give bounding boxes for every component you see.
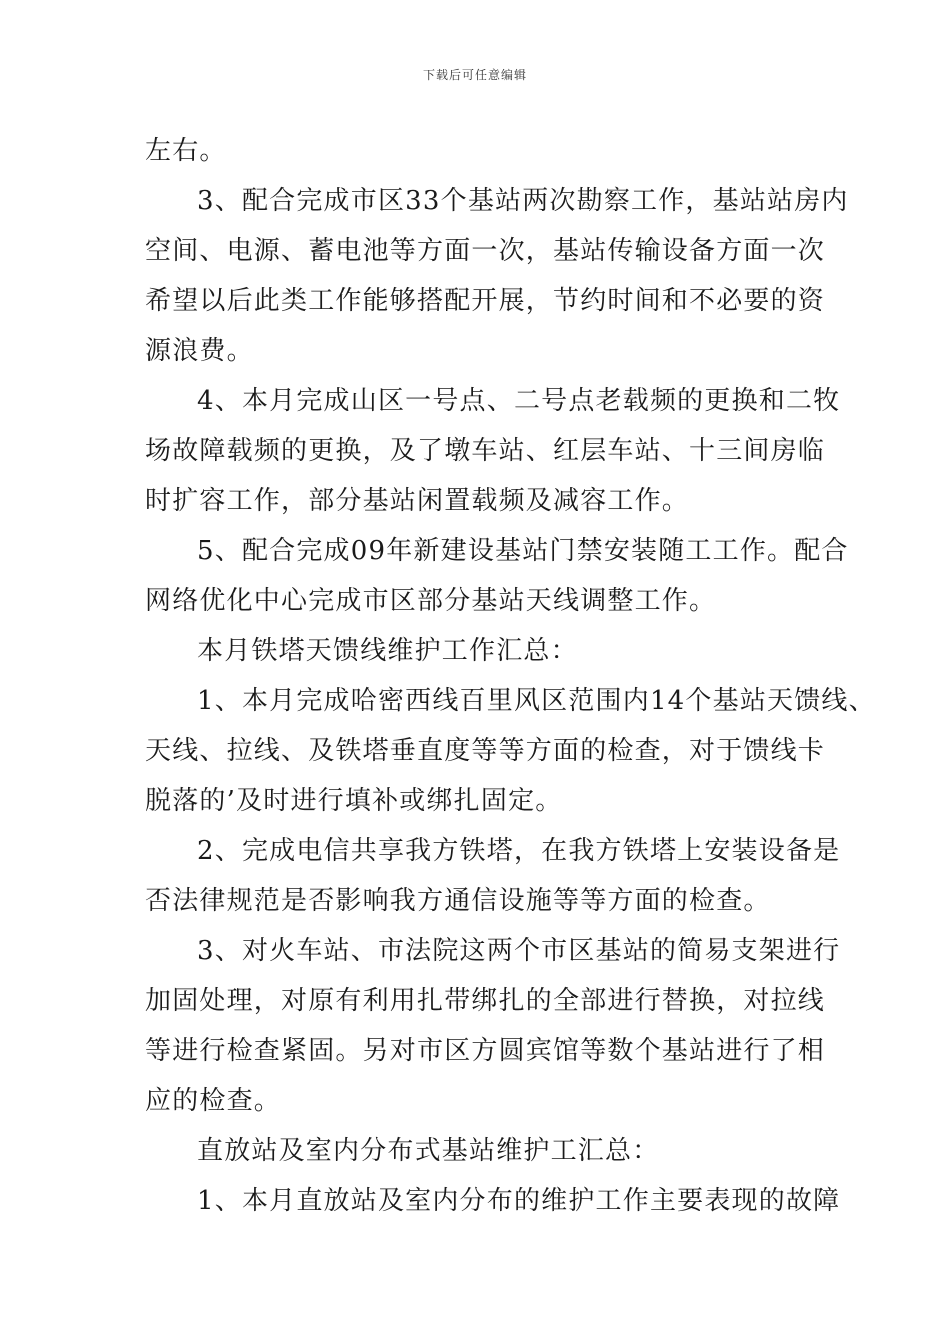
text-line: 2、完成电信共享我方铁塔，在我方铁塔上安装设备是	[197, 836, 841, 866]
text-line: 加固处理，对原有利用扎带绑扎的全部进行替换，对拉线	[145, 986, 826, 1016]
text-line: 等进行检查紧固。另对市区方圆宾馆等数个基站进行了相	[145, 1036, 826, 1066]
section-heading-repeater	[145, 1126, 825, 1176]
text-line: 3、对火车站、市法院这两个市区基站的简易支架进行	[197, 936, 841, 966]
paragraph-6	[145, 826, 841, 926]
text-line: 空间、电源、蓄电池等方面一次，基站传输设备方面一次	[145, 236, 826, 266]
paragraph-2	[145, 376, 841, 526]
text-line: 否法律规范是否影响我方通信设施等等方面的检查。	[145, 886, 771, 916]
text-line: 脱落的’及时进行填补或绑扎固定。	[145, 786, 563, 816]
paragraph-3	[145, 526, 849, 626]
paragraph-5	[145, 676, 876, 826]
text-line: 1、本月直放站及室内分布的维护工作主要表现的故障	[197, 1186, 841, 1216]
text-line: 场故障载频的更换，及了墩车站、红层车站、十三间房临	[145, 436, 826, 466]
paragraph-0	[145, 126, 825, 176]
paragraph-1	[145, 176, 849, 376]
section-heading-tower-feeder	[145, 626, 825, 676]
text-line: 本月铁塔天馈线维护工作汇总：	[197, 636, 578, 666]
text-line: 网络优化中心完成市区部分基站天线调整工作。	[145, 586, 717, 616]
text-line: 1、本月完成哈密西线百里风区范围内14个基站天馈线、	[197, 686, 876, 716]
text-line: 天线、拉线、及铁塔垂直度等等方面的检查，对于馈线卡	[145, 736, 826, 766]
paragraph-9	[145, 1176, 841, 1226]
text-line: 4、本月完成山区一号点、二号点老载频的更换和二牧	[197, 386, 841, 416]
text-line: 3、配合完成市区33个基站两次勘察工作，基站站房内	[197, 186, 849, 216]
text-line: 希望以后此类工作能够搭配开展，节约时间和不必要的资	[145, 286, 826, 316]
text-line: 时扩容工作，部分基站闲置载频及减容工作。	[145, 486, 690, 516]
page-header: 下载后可任意编辑	[422, 68, 527, 82]
text-line: 源浪费。	[145, 336, 254, 366]
text-line: 左右。	[145, 136, 227, 166]
text-line: 直放站及室内分布式基站维护工汇总：	[197, 1136, 660, 1166]
paragraph-7	[145, 926, 841, 1126]
text-line: 应的检查。	[145, 1086, 282, 1116]
text-line: 5、配合完成09年新建设基站门禁安装随工工作。配合	[197, 536, 849, 566]
document-body	[145, 126, 876, 1226]
